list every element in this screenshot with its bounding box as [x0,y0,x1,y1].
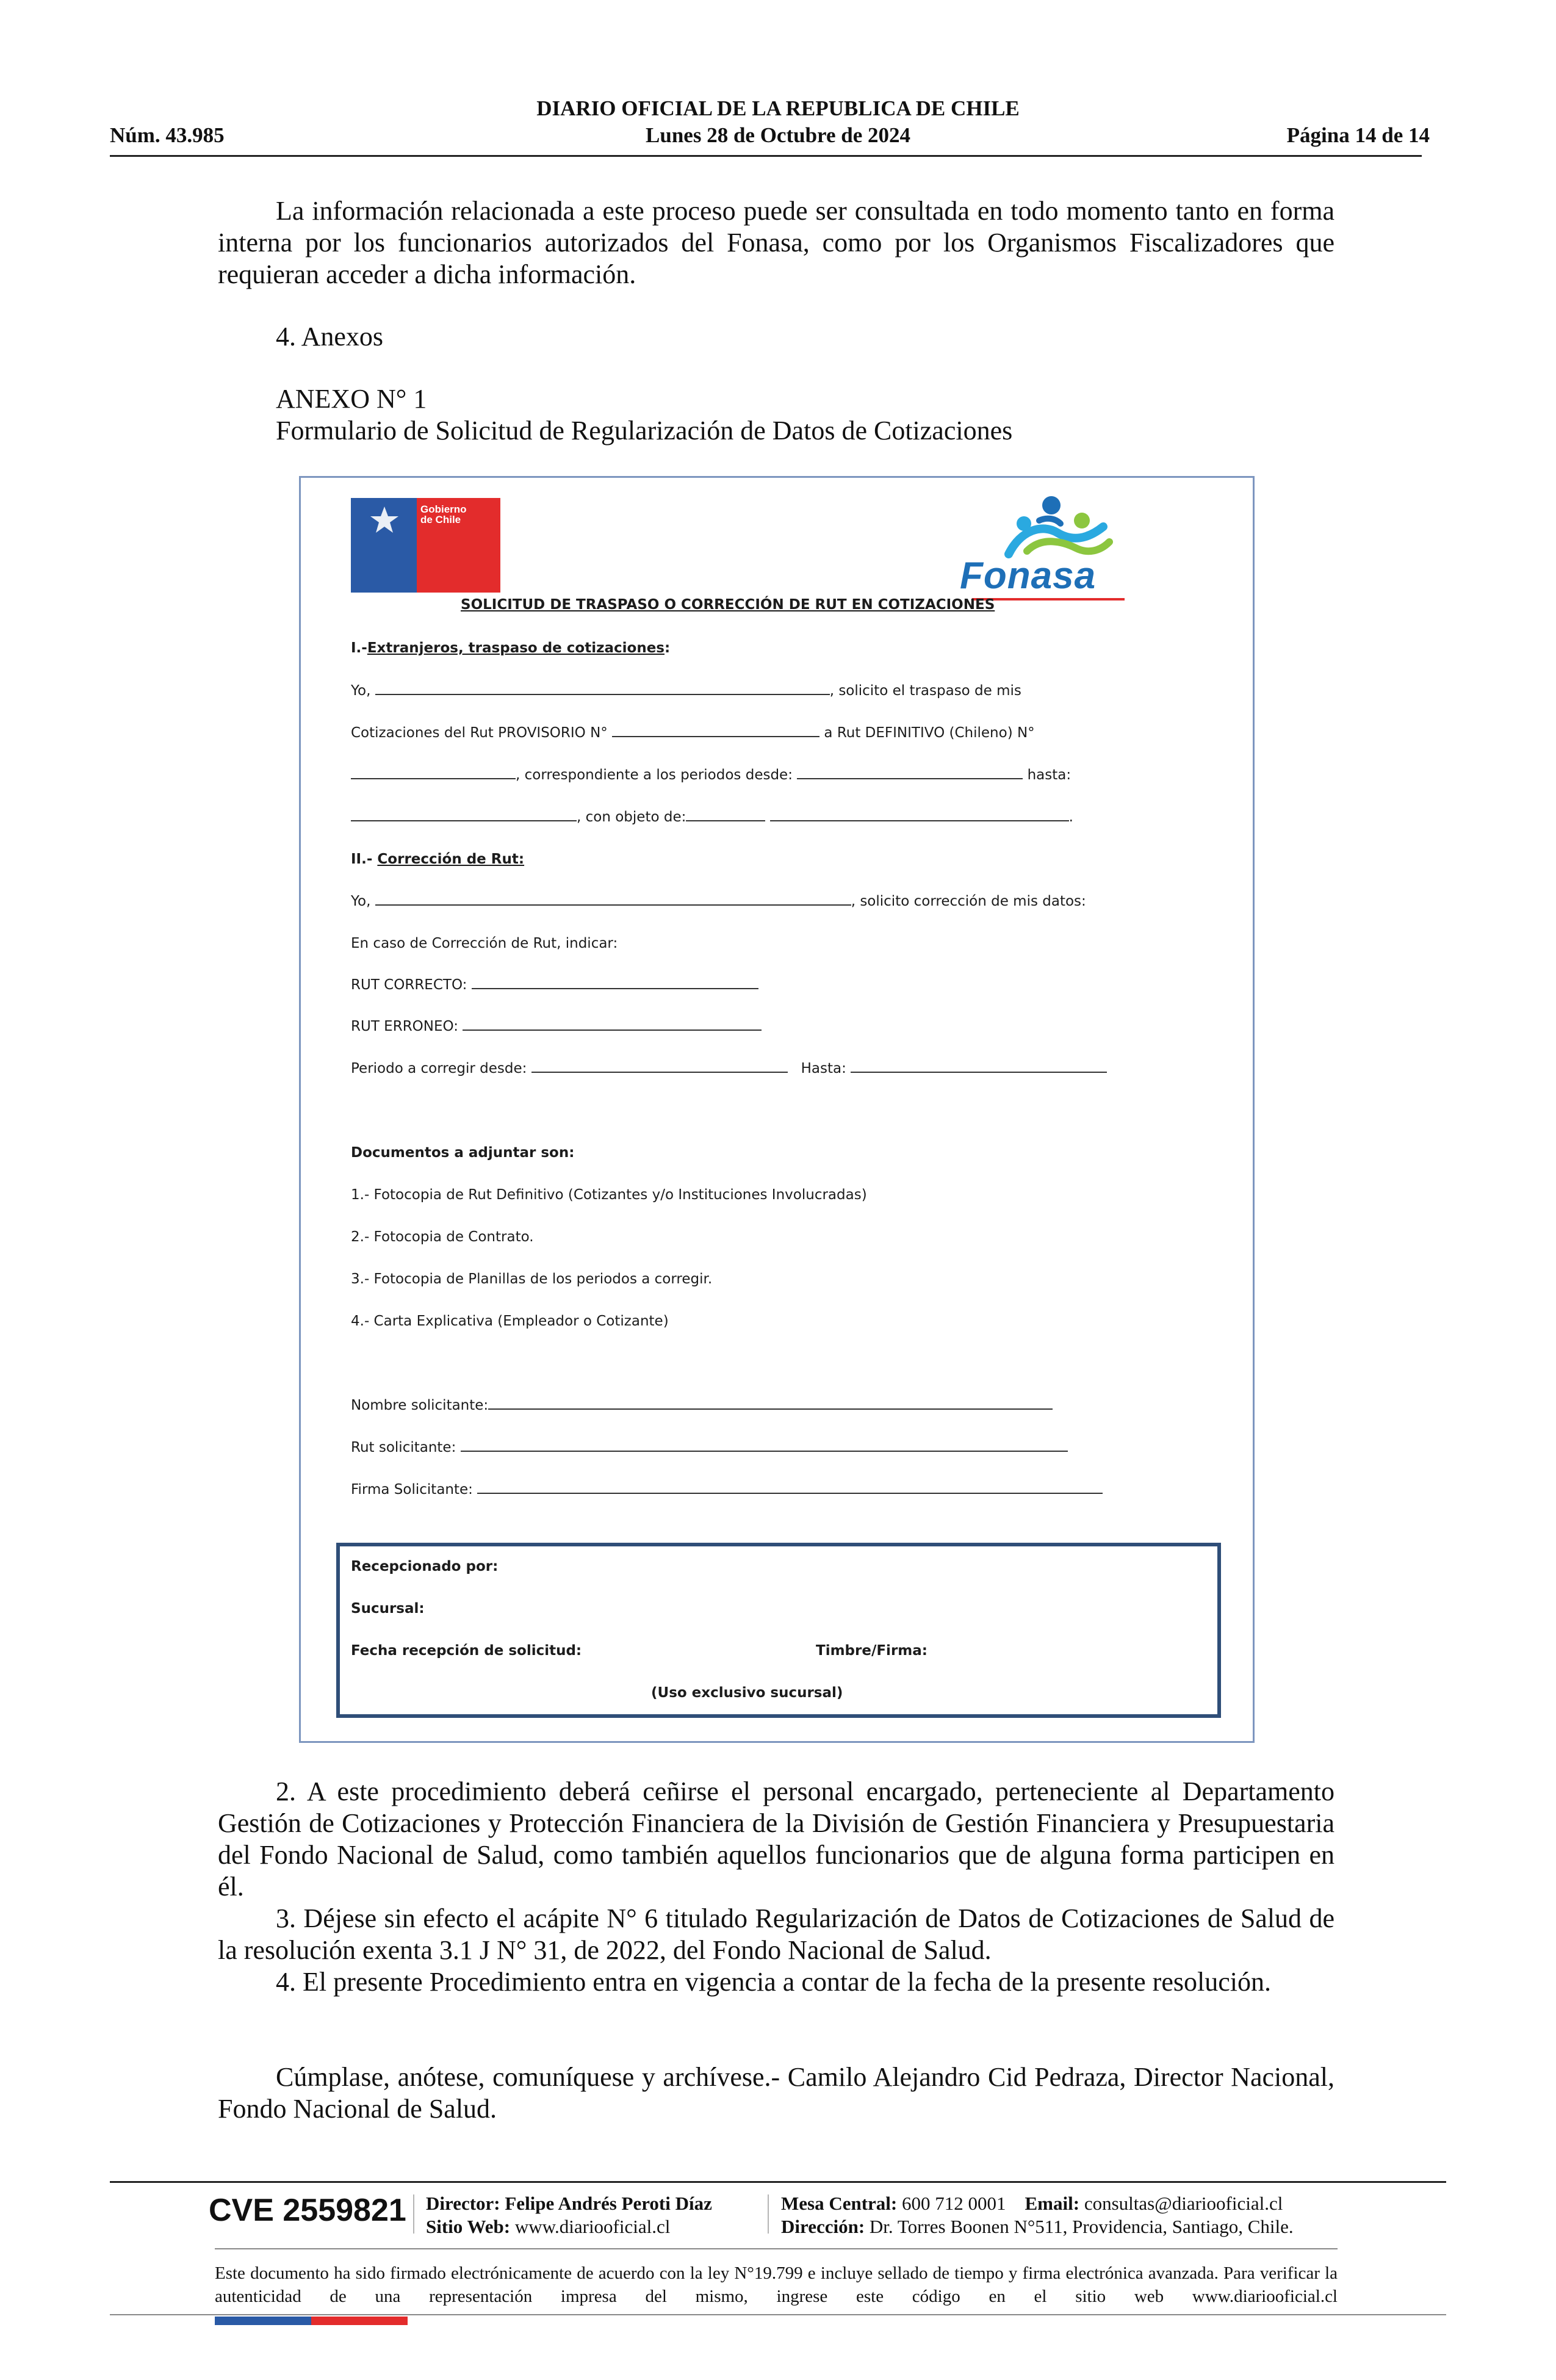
footer-bottom-divider [110,2314,1446,2315]
correct-to-blank[interactable] [851,1070,1107,1073]
applicant-signature-blank[interactable] [477,1491,1103,1494]
fonasa-logo [960,493,1131,597]
correct-from-blank[interactable] [531,1070,788,1073]
section-2-line-3 [351,977,758,993]
section-1-colon: : [665,640,671,656]
header-divider [110,155,1422,157]
newspaper-title: DIARIO OFICIAL DE LA REPUBLICA DE CHILE [536,96,1020,120]
section-1-title: Extranjeros, traspaso de cotizaciones [367,640,665,656]
footer-inner-divider [215,2248,1338,2249]
website-link[interactable]: www.diariooficial.cl [514,2216,671,2237]
director-label: Director: [426,2193,500,2214]
annex-number: ANEXO N° 1 [276,384,427,414]
section-1-line-1 [351,683,1021,699]
paragraph-closing [218,2061,1334,2125]
applicant-rut-blank[interactable] [461,1449,1068,1452]
yo-label-2: Yo, [351,893,371,909]
documents-heading: Documentos a adjuntar son: [351,1145,575,1161]
section-2-heading [351,851,524,867]
section-1-number: I.- [351,640,367,656]
flag-stripe-blue [215,2317,311,2325]
section-2-line-5 [351,1061,1107,1076]
email-label: Email: [1025,2193,1080,2214]
paragraph-3-text: 3. Déjese sin efecto el acápite N° 6 titulado Regularización de Datos de Cotizaciones de Salud de la resolución exenta 3.1 J N° 31, de 2022, del Fondo Nacional de Salud. [218,1903,1334,1965]
purpose-blank-2[interactable] [770,819,1069,821]
phone-label: Mesa Central: [781,2193,898,2214]
name-blank[interactable] [375,693,830,695]
purpose-blank-1[interactable] [686,819,765,821]
section-1-line-4 [351,809,1073,825]
period-from-blank[interactable] [797,777,1023,779]
correct-to-label: Hasta: [801,1061,846,1076]
section-1-line-3 [351,767,1071,783]
fonasa-underline [972,598,1125,600]
purpose-period: . [1068,809,1073,825]
period-to-label: hasta: [1027,767,1072,783]
annex-form [299,476,1255,1743]
footer-separator [768,2194,769,2234]
footer-address [781,2215,1294,2238]
address-label: Dirección: [781,2216,865,2237]
reception-date-label: Fecha recepción de solicitud: [351,1643,582,1659]
correction-instruction: En caso de Corrección de Rut, indicar: [351,936,618,951]
phone-number: 600 712 0001 [902,2193,1006,2214]
section-1-heading [351,640,670,656]
document-item: 2.- Fotocopia de Contrato. [351,1229,534,1245]
paragraph-4 [218,1966,1334,1998]
email-link[interactable]: consultas@diariooficial.cl [1084,2193,1283,2214]
applicant-name-blank[interactable] [488,1407,1053,1410]
applicant-rut-label: Rut solicitante: [351,1440,456,1455]
section-1-line-2 [351,725,1035,741]
wrong-rut-blank[interactable] [463,1028,762,1031]
form-title: SOLICITUD DE TRASPASO O CORRECCIÓN DE RUT EN COTIZACIONES [461,597,995,613]
gobierno-de-chile-logo [351,498,500,593]
period-to-blank[interactable] [351,819,577,821]
paragraph-4-text: 4. El presente Procedimiento entra en vigencia a contar de la fecha de la presente resolución. [276,1967,1271,1997]
footer-contact [781,2192,1283,2215]
director-name: Felipe Andrés Peroti Díaz [505,2193,712,2214]
section-2-title: Corrección de Rut: [377,851,525,867]
address-value: Dr. Torres Boonen N°511, Providencia, Santiago, Chile. [869,2216,1294,2237]
star-icon [369,505,400,535]
paragraph-info-text: La información relacionada a este proceso puede ser consultada en todo momento tanto en forma interna por los funcionarios autorizados del Fonasa, como por los Organismos Fiscalizadores que requieran acceder a dicha información. [218,196,1334,289]
footer-director [426,2192,712,2215]
correction-request-text: , solicito corrección de mis datos: [851,893,1086,909]
issue-number: Núm. 43.985 [110,123,225,147]
annexes-heading: 4. Anexos [276,322,383,352]
correct-rut-label: RUT CORRECTO: [351,977,467,993]
cve-code: CVE 2559821 [209,2193,406,2228]
section-2-number: II.- [351,851,373,867]
applicant-name-label: Nombre solicitante: [351,1397,489,1413]
footer-divider [110,2181,1446,2183]
correct-rut-blank[interactable] [472,987,758,989]
definitive-rut-label: a Rut DEFINITIVO (Chileno) N° [824,725,1035,741]
footer-separator [413,2194,414,2234]
paragraph-2 [218,1776,1334,1903]
provisional-rut-label: Cotizaciones del Rut PROVISORIO N° [351,725,608,741]
section-2-line-4 [351,1019,762,1034]
wrong-rut-label: RUT ERRONEO: [351,1019,458,1034]
period-from-label: , correspondiente a los periodos desde: [516,767,793,783]
footer-website [426,2215,670,2238]
issue-date: Lunes 28 de Octubre de 2024 [646,123,910,147]
received-by-label: Recepcionado por: [351,1559,499,1574]
document-item: 3.- Fotocopia de Planillas de los periodos a corregir. [351,1271,713,1287]
yo-label: Yo, [351,683,371,699]
website-label: Sitio Web: [426,2216,511,2237]
paragraph-closing-text: Cúmplase, anótese, comuníquese y archívese.- Camilo Alejandro Cid Pedraza, Director Nacional, Fondo Nacional de Salud. [218,2062,1334,2124]
applicant-signature-label: Firma Solicitante: [351,1482,473,1498]
section-2-line-1 [351,893,1086,909]
gobierno-logo-text: Gobierno de Chile [420,503,467,525]
branch-use-box [336,1543,1221,1718]
transfer-request-text: , solicito el traspaso de mis [829,683,1021,699]
branch-label: Sucursal: [351,1601,425,1617]
flag-stripe-red [311,2317,408,2325]
document-item: 1.- Fotocopia de Rut Definitivo (Cotizantes y/o Instituciones Involucradas) [351,1187,867,1203]
name-blank-2[interactable] [375,903,851,906]
annex-title: Formulario de Solicitud de Regularización de Datos de Cotizaciones [276,416,1013,445]
document-item: 4.- Carta Explicativa (Empleador o Cotizante) [351,1313,669,1329]
applicant-signature-line [351,1482,1103,1498]
paragraph-info [218,195,1334,290]
applicant-rut-line [351,1440,1068,1455]
paragraph-3 [218,1903,1334,1966]
stamp-signature-label: Timbre/Firma: [816,1643,927,1659]
page-number: Página 14 de 14 [1286,123,1430,147]
fonasa-logo-text: Fonasa [960,555,1097,597]
correct-from-label: Periodo a corregir desde: [351,1061,527,1076]
applicant-name-line [351,1397,1053,1413]
fonasa-figures-icon [984,493,1125,560]
purpose-label: , con objeto de: [577,809,686,825]
provisional-rut-blank[interactable] [612,735,819,737]
definitive-rut-blank[interactable] [351,777,516,779]
branch-use-note: (Uso exclusivo sucursal) [651,1685,843,1701]
paragraph-2-text: 2. A este procedimiento deberá ceñirse el personal encargado, perteneciente al Departamento Gestión de Cotizaciones y Protección Financiera de la División de Gestión Financiera y Presupuestaria del Fondo Nacional de Salud, como también aquellos funcionarios que de alguna forma participen en él. [218,1776,1334,1902]
legal-notice: Este documento ha sido firmado electrónicamente de acuerdo con la ley N°19.799 e incluye sellado de tiempo y firma electrónica avanzada. Para verificar la autenticidad de una representación impresa del mismo, ingrese este código en el sitio web www.diariooficial.cl [215,2263,1338,2306]
